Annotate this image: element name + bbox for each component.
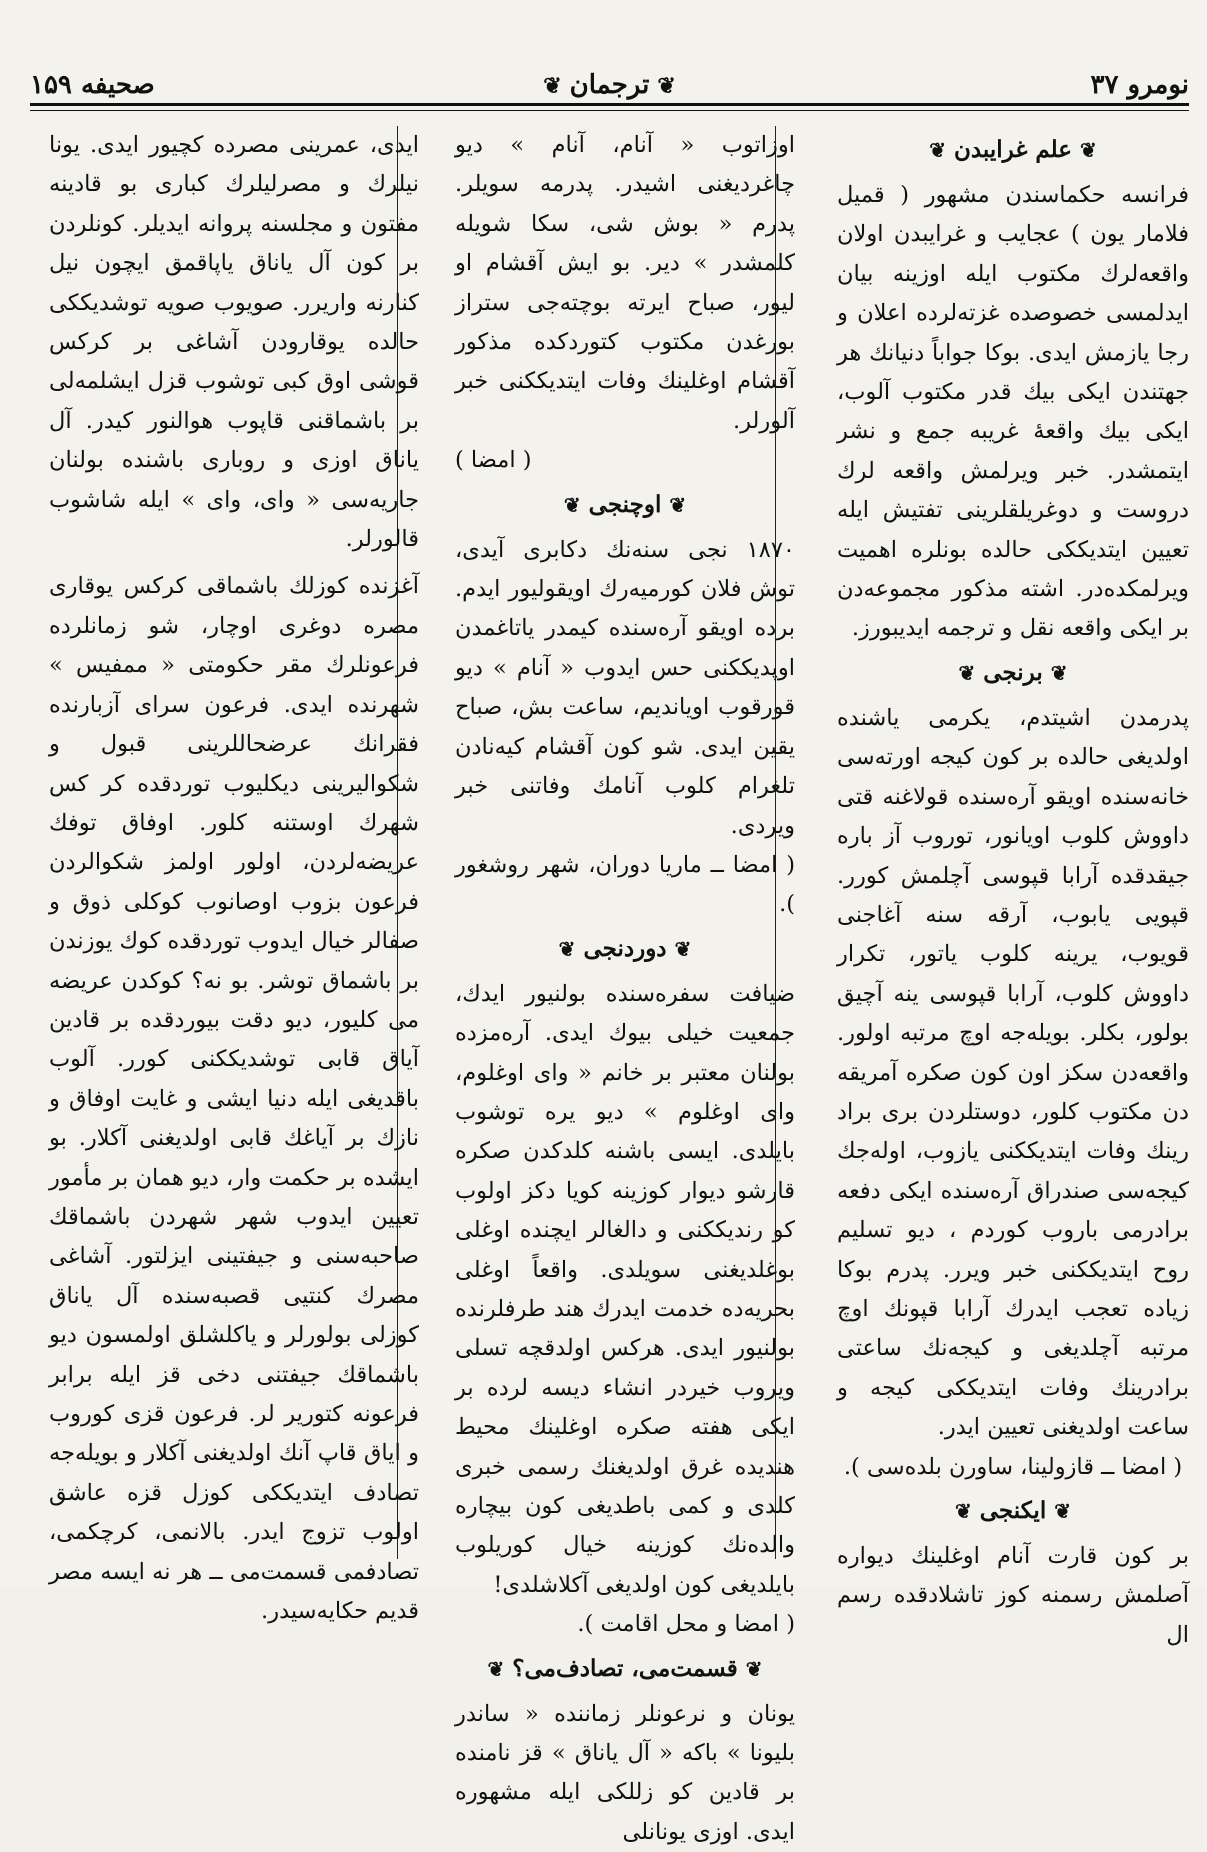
ornament-icon: ❦ bbox=[558, 936, 576, 961]
signature: ( امضا ــ قازولينا، ساورن بلده‌سى ). bbox=[843, 1453, 1183, 1480]
paragraph: بر كون قارت آنام اوغلينك ديواره آصلمش رسمنه كوز تاشلادقده رسم ال bbox=[837, 1543, 1189, 1648]
section-title: دوردنجى bbox=[583, 934, 667, 962]
ornament-icon: ❦ bbox=[674, 936, 692, 961]
section-title: قسمت‌مى، تصادف‌مى؟ bbox=[512, 1654, 738, 1682]
paragraph: ايدى، عمرينى مصرده كچيور ايدى. يونا نيلرك و مصرليلرك كبارى بو قادينه مفتون و مجلسنه پروانه ايديلر. كونلردن بر كون آل ياناق ياپاقمق ايچون نيل كنارنه واريرر. صويوب صويه توشديككى حالده يوقارودن آشاغى بر كركس قوشى اوق كبى توشوب قزل ايشلمه‌لى بر باشماقنى قاپوب هوالنور كيدر. آل ياناق اوزى و روبارى باشنده بولنان جاريه‌سى « واى، واى » ايله شاشوب قالورلر. bbox=[49, 132, 419, 553]
column-left bbox=[49, 126, 419, 1625]
ornament-icon: ❦ bbox=[1080, 138, 1097, 162]
masthead bbox=[30, 64, 1189, 104]
ornament-icon: ❦ bbox=[1050, 660, 1068, 685]
ornament-icon: ❦ bbox=[487, 1656, 505, 1681]
issue-number: نومرو ۳۷ bbox=[1090, 70, 1189, 100]
newspaper-title bbox=[30, 70, 1189, 100]
paragraph: پدرمدن اشيتدم، يكرمى ياشنده اولديغى حالده بر كون كيجه اورته‌سى خانه‌سنده اويقو آره‌سنده قولاغنه قتى داووش كلوب اويانور، توروب آز باره جيقدقده آرابا قپوسى آچلمش كورر. قپويى يابوب، آرقه سنه آغاجنى قويوب، يرينه كلوب ياتور، تكرار داووش كلوب، آرابا قپوسى ينه آچيق بولور، بكلر. بويله‌جه اوچ مرتبه اولور. واقعه‌دن سكز اون كون صكره آمريقه دن مكتوب كلور، دوستلردن برى براد رينك وفات ايتديككنى يازوب، اوله‌جك كيجه‌سى صندراق آره‌سنده ايكى دفعه برادرمى باروب كوردم ، ديو تسليم روح ايتديككنى خبر ويرر. پدرم بوكا زياده تعجب ايدرك آرابا قپونك اوچ مرتبه آچلديغى و كيجه‌نك ساعتى برادرينك وفات ايتديككى كيجه و ساعت اولديغنى تعيين ايدر. bbox=[837, 704, 1189, 1441]
column-middle bbox=[455, 126, 795, 1845]
section-heading bbox=[455, 1649, 795, 1689]
ornament-icon: ❦ bbox=[958, 660, 976, 685]
header-rule-thin bbox=[30, 110, 1189, 111]
column-right bbox=[837, 126, 1189, 1648]
page-number: صحيفه ۱۵۹ bbox=[30, 70, 155, 100]
ornament-icon: ❦ bbox=[657, 73, 676, 99]
ornament-icon: ❦ bbox=[1054, 1499, 1071, 1523]
ornament-icon: ❦ bbox=[669, 492, 687, 517]
paragraph: ۱۸۷۰ نجى سنه‌نك دكابرى آيدى، توش فلان كورميه‌رك اويقوليور ايدم. برده اويقو آره‌سنده كيمدر ياتاغمدن اوپديككنى حس ايدوب « آنام » ديو قورقوب اويانديم، ساعت بش، صباح يقين ايدى. شو كون آقشام كيه‌نادن تلغرام كلوب آنامك وفاتنى خبر ويردى. bbox=[455, 536, 795, 839]
section-title: برنجى bbox=[983, 658, 1043, 686]
section-heading bbox=[837, 653, 1189, 693]
section-heading bbox=[837, 1491, 1189, 1531]
ornament-icon: ❦ bbox=[955, 1499, 972, 1523]
ornament-icon: ❦ bbox=[543, 73, 562, 99]
signature: ( امضا ــ ماريا دوران، شهر روشغور ). bbox=[455, 851, 795, 918]
signature: ( امضا و محل اقامت ). bbox=[577, 1611, 795, 1638]
section-title: اوچنجى bbox=[588, 490, 662, 518]
ornament-icon: ❦ bbox=[563, 492, 581, 517]
title-text: ترجمان bbox=[569, 70, 650, 100]
header-rule bbox=[30, 103, 1189, 106]
signature: ( امضا ) bbox=[455, 447, 532, 474]
section-heading bbox=[455, 485, 795, 525]
ornament-icon: ❦ bbox=[929, 138, 946, 162]
section-title: ايكنجى bbox=[979, 1497, 1047, 1524]
paragraph: آغزنده كوزلك باشماقى كركس يوقارى مصره دوغرى اوچار، شو زمانلرده فرعونلرك مقر حكومتى « ممفيس » شهرنده ايدى. فرعون سراى آزبارنده فقرانك عرضحاللرينى قبول و شكواليرينى ديكليوب توردقده كر كس شهرك اوستنه كلور. اوفاق توفك عريضه‌لردن، اولور اولمز شكوالردن فرعون بزوب اوصانوب كوكلى ذوق و صفالر خيال ايدوب توردقده كوك يوزندن بر باشماق توشر. بو نه؟ كوكدن عريضه مى كليور، ديو دقت بيوردقده بر قادين آياق قابى توشديككنى كورر. آلوب باقديغى ايله دنيا ايشى و غايت اوفاق و نازك بر آياغك قابى اولديغنى آكلار. بو ايشده بر حكمت وار، ديو همان بر مأمور تعيين ايدوب شهر شهردن باشماقك صاحبه‌سنى و جيفتينى ايزلتور. آشاغى مصرك كنتيى قصبه‌سنده آل ياناق كوزلى بولورلر و ياكلشلق اولمسون ديو باشماقك جيفتنى دخى قز ايله برابر فرعونه كتورير لر. فرعون قزى كوروب و اياق قاپ آنك اولديغنى آكلار و بويله‌جه تصادف ايتديككى كوزل قزه عاشق اولوب تزوج ايدر. بالانمى، كرچكمى، تصادفمى قسمت‌مى ــ هر نه ايسه مصر قديم حكايه‌سيدر. bbox=[49, 573, 419, 1625]
section-heading bbox=[837, 130, 1189, 170]
paragraph: فرانسه حكماسندن مشهور ( قميل فلامار يون ) عجايب و غرايبدن اولان واقعه‌لرك مكتوب ايله اوزينه بيان ايدلمسى خصوصده غزته‌لرده اعلان و رجا يازمش ايدى. بوكا جواباً دنيانك هر جهتندن ايكى بيك قدر مكتوب آلوب، ايكى بيك واقعهٔ غريبه جمع و نشر ايتمشدر. خبر ويرلمش واقعه لرك دروست و دوغريلقلرينى تفتيش ايله تعيين ايتديككى حالده بونلره اهميت ويرلمكده‌در. اشته مذكور مجموعه‌دن بر ايكى واقعه نقل و ترجمه ايديبورز. bbox=[837, 182, 1189, 642]
section-title: علم غرايبدن bbox=[953, 136, 1073, 163]
paragraph: يونان و نرعونلر زماننده « ساندر بليونا » باكه « آل ياناق » قز نامنده بر قادين كو زللكى ايله مشهوره ايدى. اوزى يونانلى bbox=[455, 1700, 795, 1845]
paragraph: اوزاتوب « آنام، آنام » ديو چاغرديغنى اشيدر. پدرمه سويلر. پدرم « بوش شى، سكا شويله كلمشدر » دير. بو ايش آقشام او ليور، صباح ايرته بوچته‌جى ستراز بورغدن مكتوب كتوردكده مذكور آقشام اوغلينك وفات ايتديككنى خبر آلورلر. bbox=[455, 132, 795, 434]
paragraph: ضيافت سفره‌سنده بولنيور ايدك، جمعيت خيلى بيوك ايدى. آره‌مزده بولنان معتبر بر خانم « واى اوغلوم، واى اوغلوم » ديو يره توشوب بايلدى. ايسى باشنه كلدكدن صكره قارشو ديوار كوزينه كويا دكز اولوب كو رنديككنى و دالغالر ايچنده اوغلى بوغلديغنى سويلدى. واقعاً اوغلى بحريه‌ده خدمت ايدرك هند طرفلرنده بولنيور ايدى. هركس اولدقچه تسلى ويروب خيردر انشاء ديسه لرده بر ايكى هفته صكره اوغلينك محيط هنديده غرق اولديغنك رسمى خبرى كلدى و كمى باطديغى كون بيچاره والده‌نك كوزينه خيال كوريلوب بايلديغى كون اولديغى آكلاشلدى! bbox=[455, 980, 795, 1598]
section-heading bbox=[455, 929, 795, 969]
ornament-icon: ❦ bbox=[745, 1656, 763, 1681]
